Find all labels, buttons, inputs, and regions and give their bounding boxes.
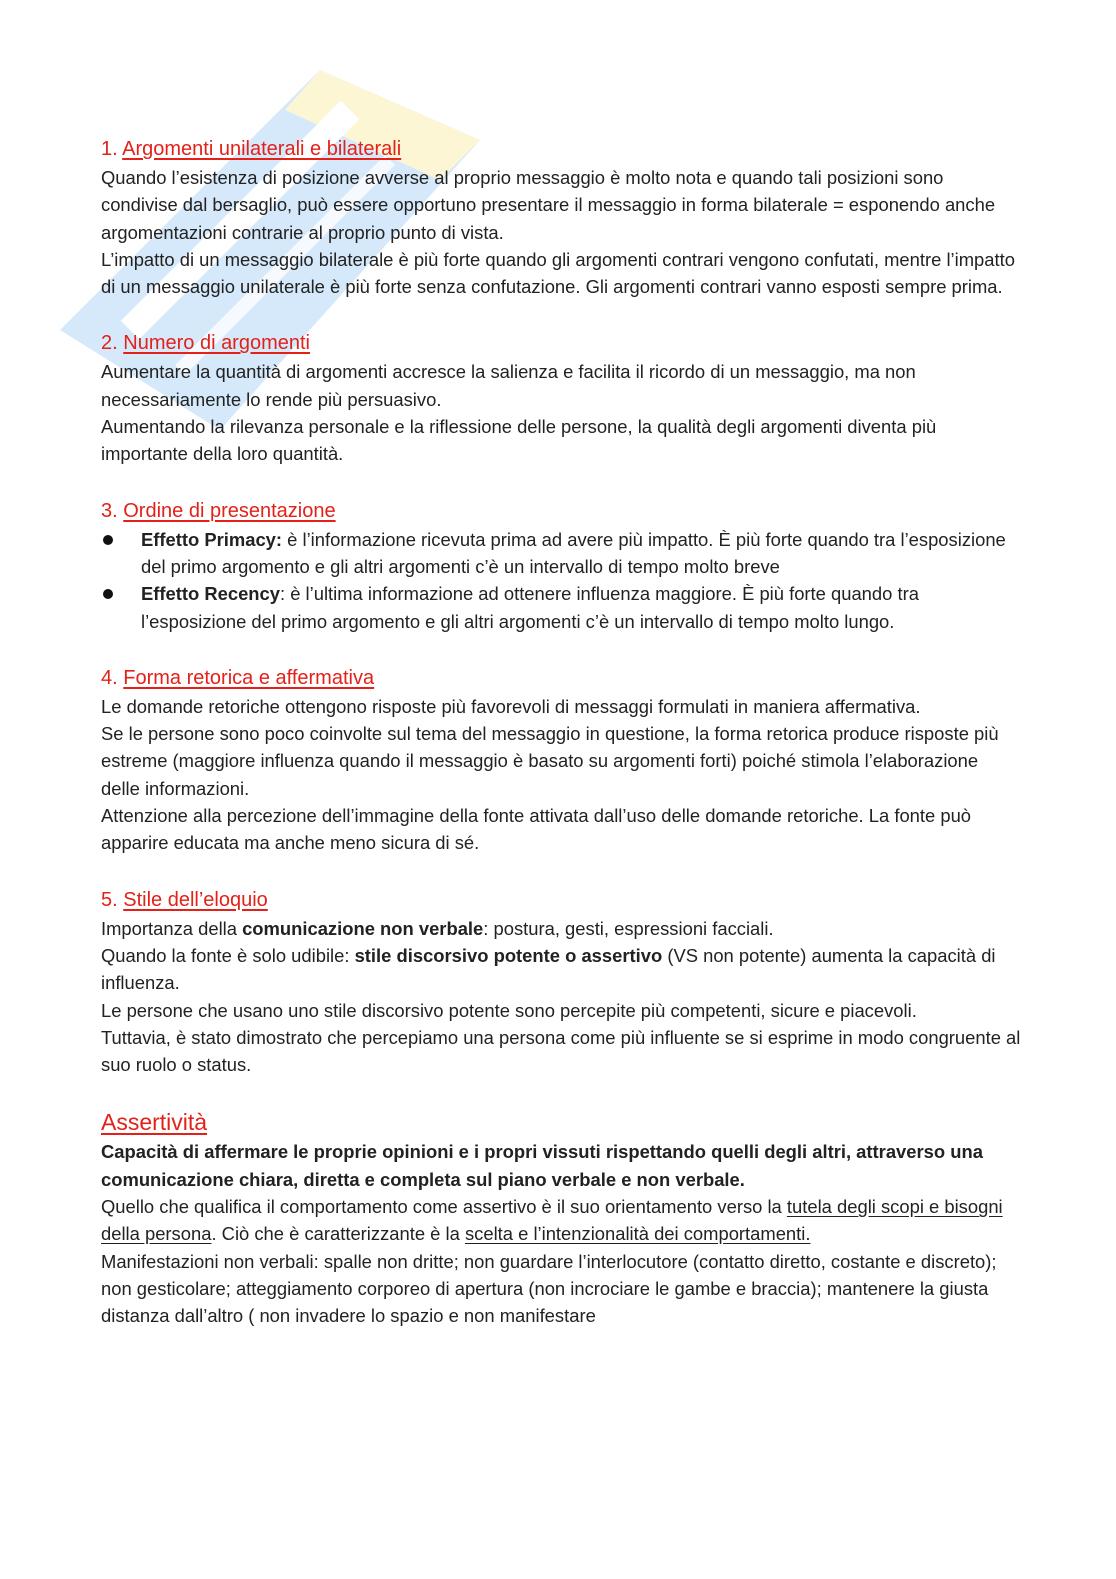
section-heading xyxy=(101,134,1021,164)
bold-term: comunicazione non verbale xyxy=(242,917,484,939)
bullet-list xyxy=(101,526,1021,635)
section-heading xyxy=(101,328,1021,358)
text-run: (VS non potente) aumenta la capacità di influenza. xyxy=(101,944,996,994)
section-2 xyxy=(101,328,1021,467)
definition-paragraph xyxy=(101,1138,1021,1193)
paragraph: Attenzione alla percezione dell’immagine della fonte attivata dall’uso delle domande retoriche. La fonte può apparire educata ma anche meno sicura di sé. xyxy=(101,805,972,854)
bullet-item xyxy=(101,580,1021,635)
text-run: Quello che qualifica il comportamento come assertivo è il suo orientamento verso la xyxy=(101,1196,787,1218)
text-run: Importanza della xyxy=(101,917,243,939)
underlined-text: scelta e l’intenzionalità dei comportamenti. xyxy=(464,1223,811,1245)
paragraph xyxy=(101,942,1021,997)
section-5 xyxy=(101,885,1021,1079)
section-heading xyxy=(101,885,1021,915)
bold-definition: Capacità di affermare le proprie opinioni e i propri vissuti rispettando quelli degli altri, attraverso una comunicazione chiara, diretta e completa sul piano verbale e non verbale. xyxy=(101,1141,983,1190)
bullet-item xyxy=(101,526,1021,581)
section-number: 3. xyxy=(101,499,118,522)
section-title: Argomenti unilaterali e bilaterali xyxy=(122,138,402,160)
section-title: Ordine di presentazione xyxy=(123,499,336,522)
section-heading xyxy=(101,1106,1021,1138)
bold-term: stile discorsivo potente o assertivo xyxy=(354,944,663,966)
paragraph: Aumentando la rilevanza personale e la riflessione delle persone, la qualità degli argomenti diventa più importante della loro quantità. xyxy=(101,416,937,465)
section-heading xyxy=(101,663,1021,693)
section-title: Forma retorica e affermativa xyxy=(123,666,375,689)
section-assertivita xyxy=(101,1106,1021,1329)
paragraph: Aumentare la quantità di argomenti accresce la salienza e facilita il ricordo di un messaggio, ma non necessariamente lo rende più persuasivo. xyxy=(101,361,916,410)
section-1 xyxy=(101,134,1021,300)
section-heading xyxy=(101,496,1021,526)
section-3 xyxy=(101,496,1021,635)
section-title: Stile dell’eloquio xyxy=(123,888,268,911)
bullet-text: è l’informazione ricevuta prima ad avere più impatto. È più forte quando tra l’esposizione del primo argomento e gli altri argomenti c’è un intervallo di tempo molto breve xyxy=(141,528,1006,577)
section-number: 1. xyxy=(101,138,118,160)
paragraph: Se le persone sono poco coinvolte sul tema del messaggio in questione, la forma retorica produce risposte più estreme (maggiore influenza quando il messaggio è basato su argomenti forti) poiché stimola l’elaborazione delle informazioni. xyxy=(101,723,999,799)
paragraph: Quando l’esistenza di posizione avverse al proprio messaggio è molto nota e quando tali posizioni sono condivise dal bersaglio, può essere opportuno presentare il messaggio in forma bilaterale = esponendo anche argomentazioni contrarie al proprio punto di vista. xyxy=(101,167,996,243)
paragraph: Tuttavia, è stato dimostrato che percepiamo una persona come più influente se si esprime in modo congruente al suo ruolo o status. xyxy=(101,1026,1021,1076)
bullet-term: Effetto Primacy: xyxy=(141,528,283,550)
section-title: Numero di argomenti xyxy=(123,332,310,355)
section-4 xyxy=(101,663,1021,857)
paragraph xyxy=(101,915,1021,942)
paragraph xyxy=(101,1193,1021,1248)
bullet-text: : è l’ultima informazione ad ottenere influenza maggiore. È più forte quando tra l’esposizione del primo argomento e gli altri argomenti c’è un intervallo di tempo molto lungo. xyxy=(141,583,919,632)
text-run: : postura, gesti, espressioni facciali. xyxy=(483,917,774,939)
section-title: Assertività xyxy=(101,1109,208,1136)
text-run: . Ciò che è caratterizzante è la xyxy=(211,1223,465,1245)
bullet-term: Effetto Recency xyxy=(141,583,280,605)
paragraph: Le persone che usano uno stile discorsivo potente sono percepite più competenti, sicure e piacevoli. xyxy=(101,999,917,1021)
section-number: 2. xyxy=(101,332,118,355)
text-run: Quando la fonte è solo udibile: xyxy=(101,944,355,966)
paragraph: Manifestazioni non verbali: spalle non dritte; non guardare l’interlocutore (contatto diretto, costante e discreto); non gesticolare; atteggiamento corporeo di apertura (non incrociare le gambe e braccia); mantenere la giusta distanza dall’altro ( non invadere lo spazio e non manifestare xyxy=(101,1250,997,1327)
underlined-text: tutela degli scopi e bisogni della persona xyxy=(101,1196,1003,1245)
paragraph: L’impatto di un messaggio bilaterale è più forte quando gli argomenti contrari vengono confutati, mentre l’impatto di un messaggio unilaterale è più forte senza confutazione. Gli argomenti contrari vanno esposti sempre prima. xyxy=(101,248,1015,298)
document-body xyxy=(101,134,1021,1358)
section-number: 4. xyxy=(101,666,118,689)
paragraph: Le domande retoriche ottengono risposte più favorevoli di messaggi formulati in maniera affermativa. xyxy=(101,695,921,717)
section-number: 5. xyxy=(101,888,118,911)
